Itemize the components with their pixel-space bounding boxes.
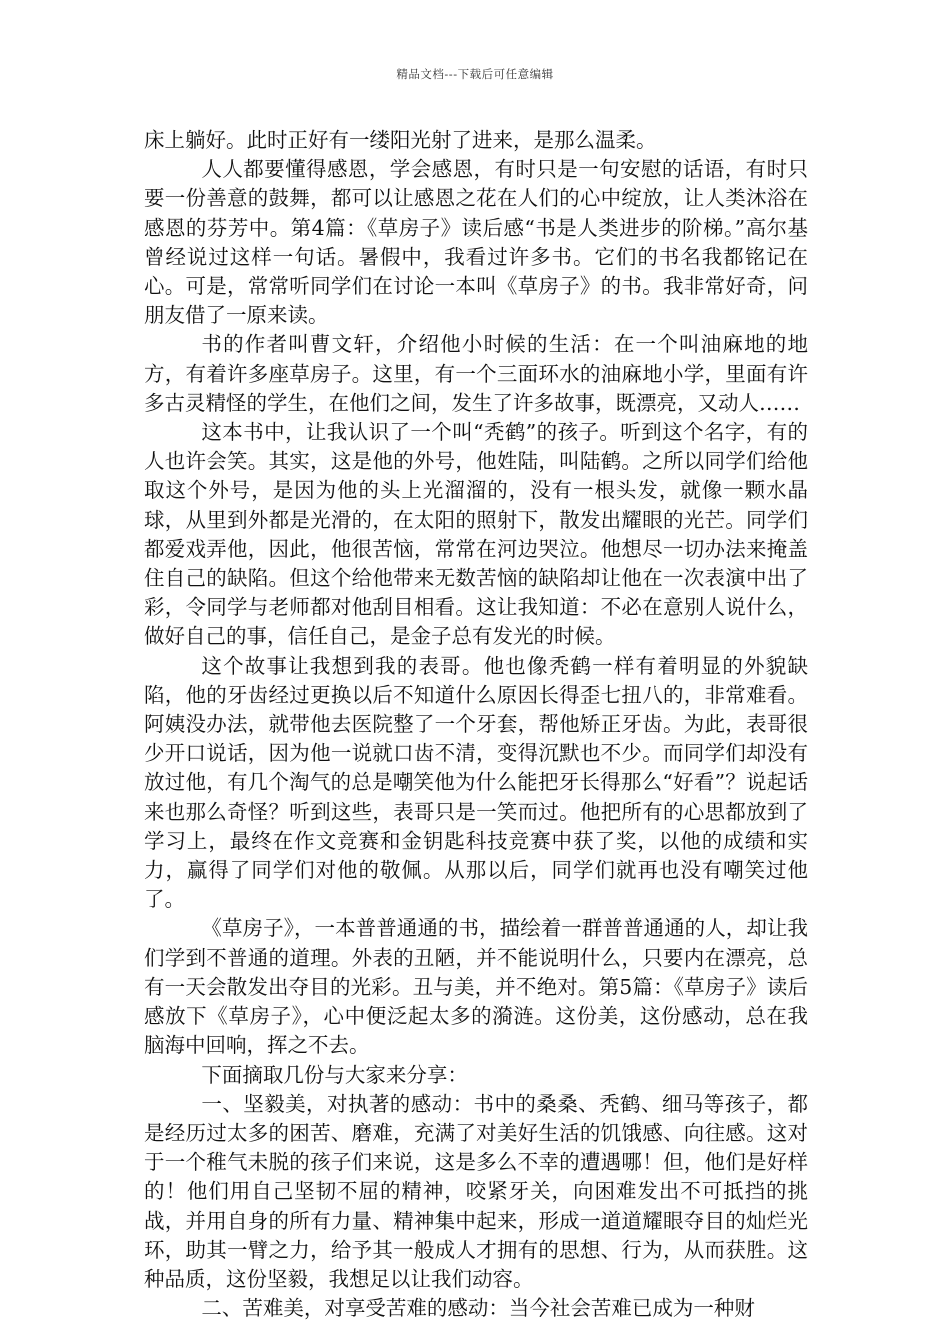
paragraph: 二、苦难美，对享受苦难的感动：当今社会苦难已成为一种财 [201, 1296, 755, 1321]
paragraph: 这本书中，让我认识了一个叫“秃鹤”的孩子。听到这个名字，有的人也许会笑。其实，这是他的外号，他姓陆，叫陆鹤。之所以同学们给他取这个外号，是因为他的头上光溜溜的，没有一根头发，就像一颗水晶球，从里到外都是光滑的，在太阳的照射下，散发出耀眼的光芒。同学们都爱戏弄他，因此，他很苦恼，常常在河边哭泣。他想尽一切办法来掩盖住自己的缺陷。但这个给他带来无数苦恼的缺陷却让他在一次表演中出了彩，令同学与老师都对他刮目相看。这让我知道：不必在意别人说什么，做好自己的事，信任自己，是金子总有发光的时候。 [144, 420, 808, 649]
document-body [144, 126, 808, 1323]
paragraph: 人人都要懂得感恩，学会感恩，有时只是一句安慰的话语，有时只要一份善意的鼓舞，都可以让感恩之花在人们的心中绽放，让人类沐浴在感恩的芬芳中。第4篇：《草房子》读后感“书是人类进步的阶梯。”高尔基曾经说过这样一句话。暑假中，我看过许多书。它们的书名我都铭记在心。可是，常常听同学们在讨论一本叫《草房子》的书。我非常好奇，问朋友借了一原来读。 [144, 157, 808, 328]
page-header: 精品文档---下载后可任意编辑 [396, 67, 554, 81]
paragraph: 下面摘取几份与大家来分享： [201, 1062, 468, 1087]
paragraph: 书的作者叫曹文轩，介绍他小时候的生活：在一个叫油麻地的地方，有着许多座草房子。这里，有一个三面环水的油麻地小学，里面有许多古灵精怪的学生，在他们之间，发生了许多故事，既漂亮，又动人…… [144, 332, 808, 415]
paragraph: 《草房子》，一本普普通通的书，描绘着一群普普通通的人，却让我们学到不普通的道理。外表的丑陋，并不能说明什么，只要内在漂亮，总有一天会散发出夺目的光彩。丑与美，并不绝对。第5篇：《草房子》读后感放下《草房子》，心中便泛起太多的漪涟。这份美，这份感动，总在我脑海中回响，挥之不去。 [144, 916, 808, 1058]
paragraph: 一、坚毅美，对执著的感动：书中的桑桑、秃鹤、细马等孩子，都是经历过太多的困苦、磨难，充满了对美好生活的饥饿感、向往感。这对于一个稚气未脱的孩子们来说，这是多么不幸的遭遇哪！但，他们是好样的！他们用自己坚韧不屈的精神，咬紧牙关，向困难发出不可抵挡的挑战，并用自身的所有力量、精神集中起来，形成一道道耀眼夺目的灿烂光环，助其一臂之力，给予其一般成人才拥有的思想、行为，从而获胜。这种品质，这份坚毅，我想足以让我们动容。 [144, 1091, 808, 1291]
paragraph: 床上躺好。此时正好有一缕阳光射了进来，是那么温柔。 [144, 128, 657, 152]
paragraph: 这个故事让我想到我的表哥。他也像秃鹤一样有着明显的外貌缺陷，他的牙齿经过更换以后不知道什么原因长得歪七扭八的，非常难看。阿姨没办法，就带他去医院整了一个牙套，帮他矫正牙齿。为此，表哥很少开口说话，因为他一说就口齿不清，变得沉默也不少。而同学们却没有放过他，有几个淘气的总是嘲笑他为什么能把牙长得那么“好看”？说起话来也那么奇怪？听到这些，表哥只是一笑而过。他把所有的心思都放到了学习上，最终在作文竞赛和金钥匙科技竞赛中获了奖，以他的成绩和实力，赢得了同学们对他的敬佩。从那以后，同学们就再也没有嘲笑过他了。 [144, 653, 808, 912]
